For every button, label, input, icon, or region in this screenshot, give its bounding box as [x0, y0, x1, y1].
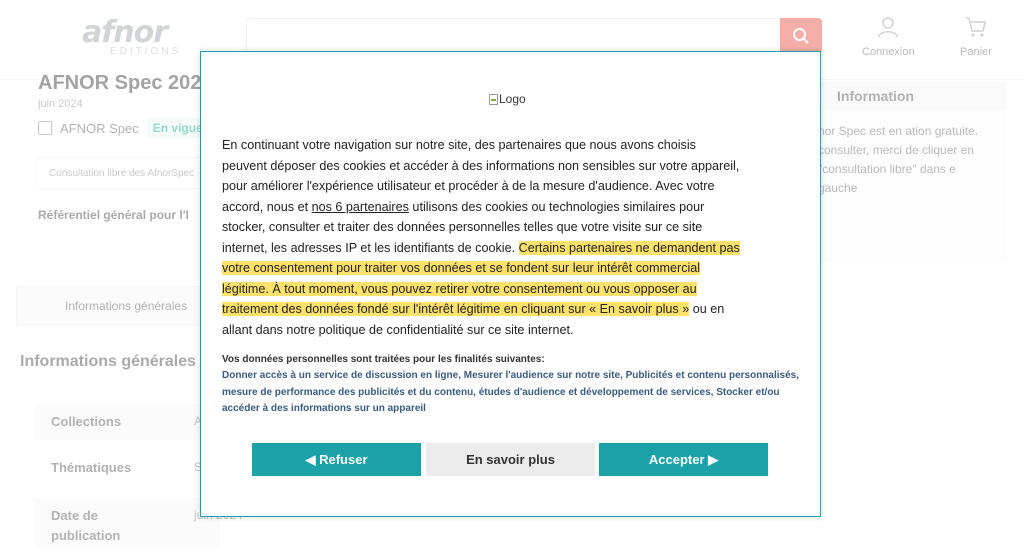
broken-image-icon [489, 94, 498, 105]
accept-button[interactable]: Accepter ▶ [599, 443, 768, 476]
logo-alt-text: Logo [499, 92, 526, 106]
consent-text-part-2: utilisons des cookies ou technologies similaires pour stocker, consulter et traiter des données personnelles telles que votre visite sur ce site internet, les adresses IP et les identifiants de cookie. [222, 199, 705, 255]
learn-more-button[interactable]: En savoir plus [426, 443, 595, 476]
consent-highlight-text: Certains partenaires ne demandent pas votre consentement pour traiter vos données et se fondent sur leur intérêt commercial légitime. À tout moment, vous pouvez retirer votre consentement ou vous opposer au traitement des données fondé sur l'intérêt légitime en cliquant sur « En savoir plus » [222, 240, 740, 316]
purposes-list: Donner accès à un service de discussion en ligne, Mesurer l'audience sur notre site, Publicités et contenu personnalisés, mesure de performance des publicités et du contenu, études d'audience et développement de services, Stocker et/ou accéder à des informations sur un appareil [222, 370, 800, 414]
purposes-title: Vos données personnelles sont traitées pour les finalités suivantes: [222, 354, 545, 365]
refuse-button[interactable]: ◀ Refuser [252, 443, 421, 476]
consent-text-part-1: En continuant votre navigation sur notre site, des partenaires que nous avons choisis peuvent déposer des cookies et accéder à des informations non sensibles sur votre appareil, pour améliorer l'expérience utilisateur et procéder à de la mesure d'audience. Avec votre accord, nous et [222, 138, 740, 214]
partners-link[interactable]: nos 6 partenaires [311, 199, 409, 214]
purposes-section [222, 352, 812, 417]
consent-text [222, 135, 742, 340]
cookie-consent-dialog [200, 51, 821, 517]
consent-text-part-3: ou en allant dans notre politique de confidentialité sur ce site internet. [222, 302, 725, 337]
consent-logo [489, 92, 526, 106]
